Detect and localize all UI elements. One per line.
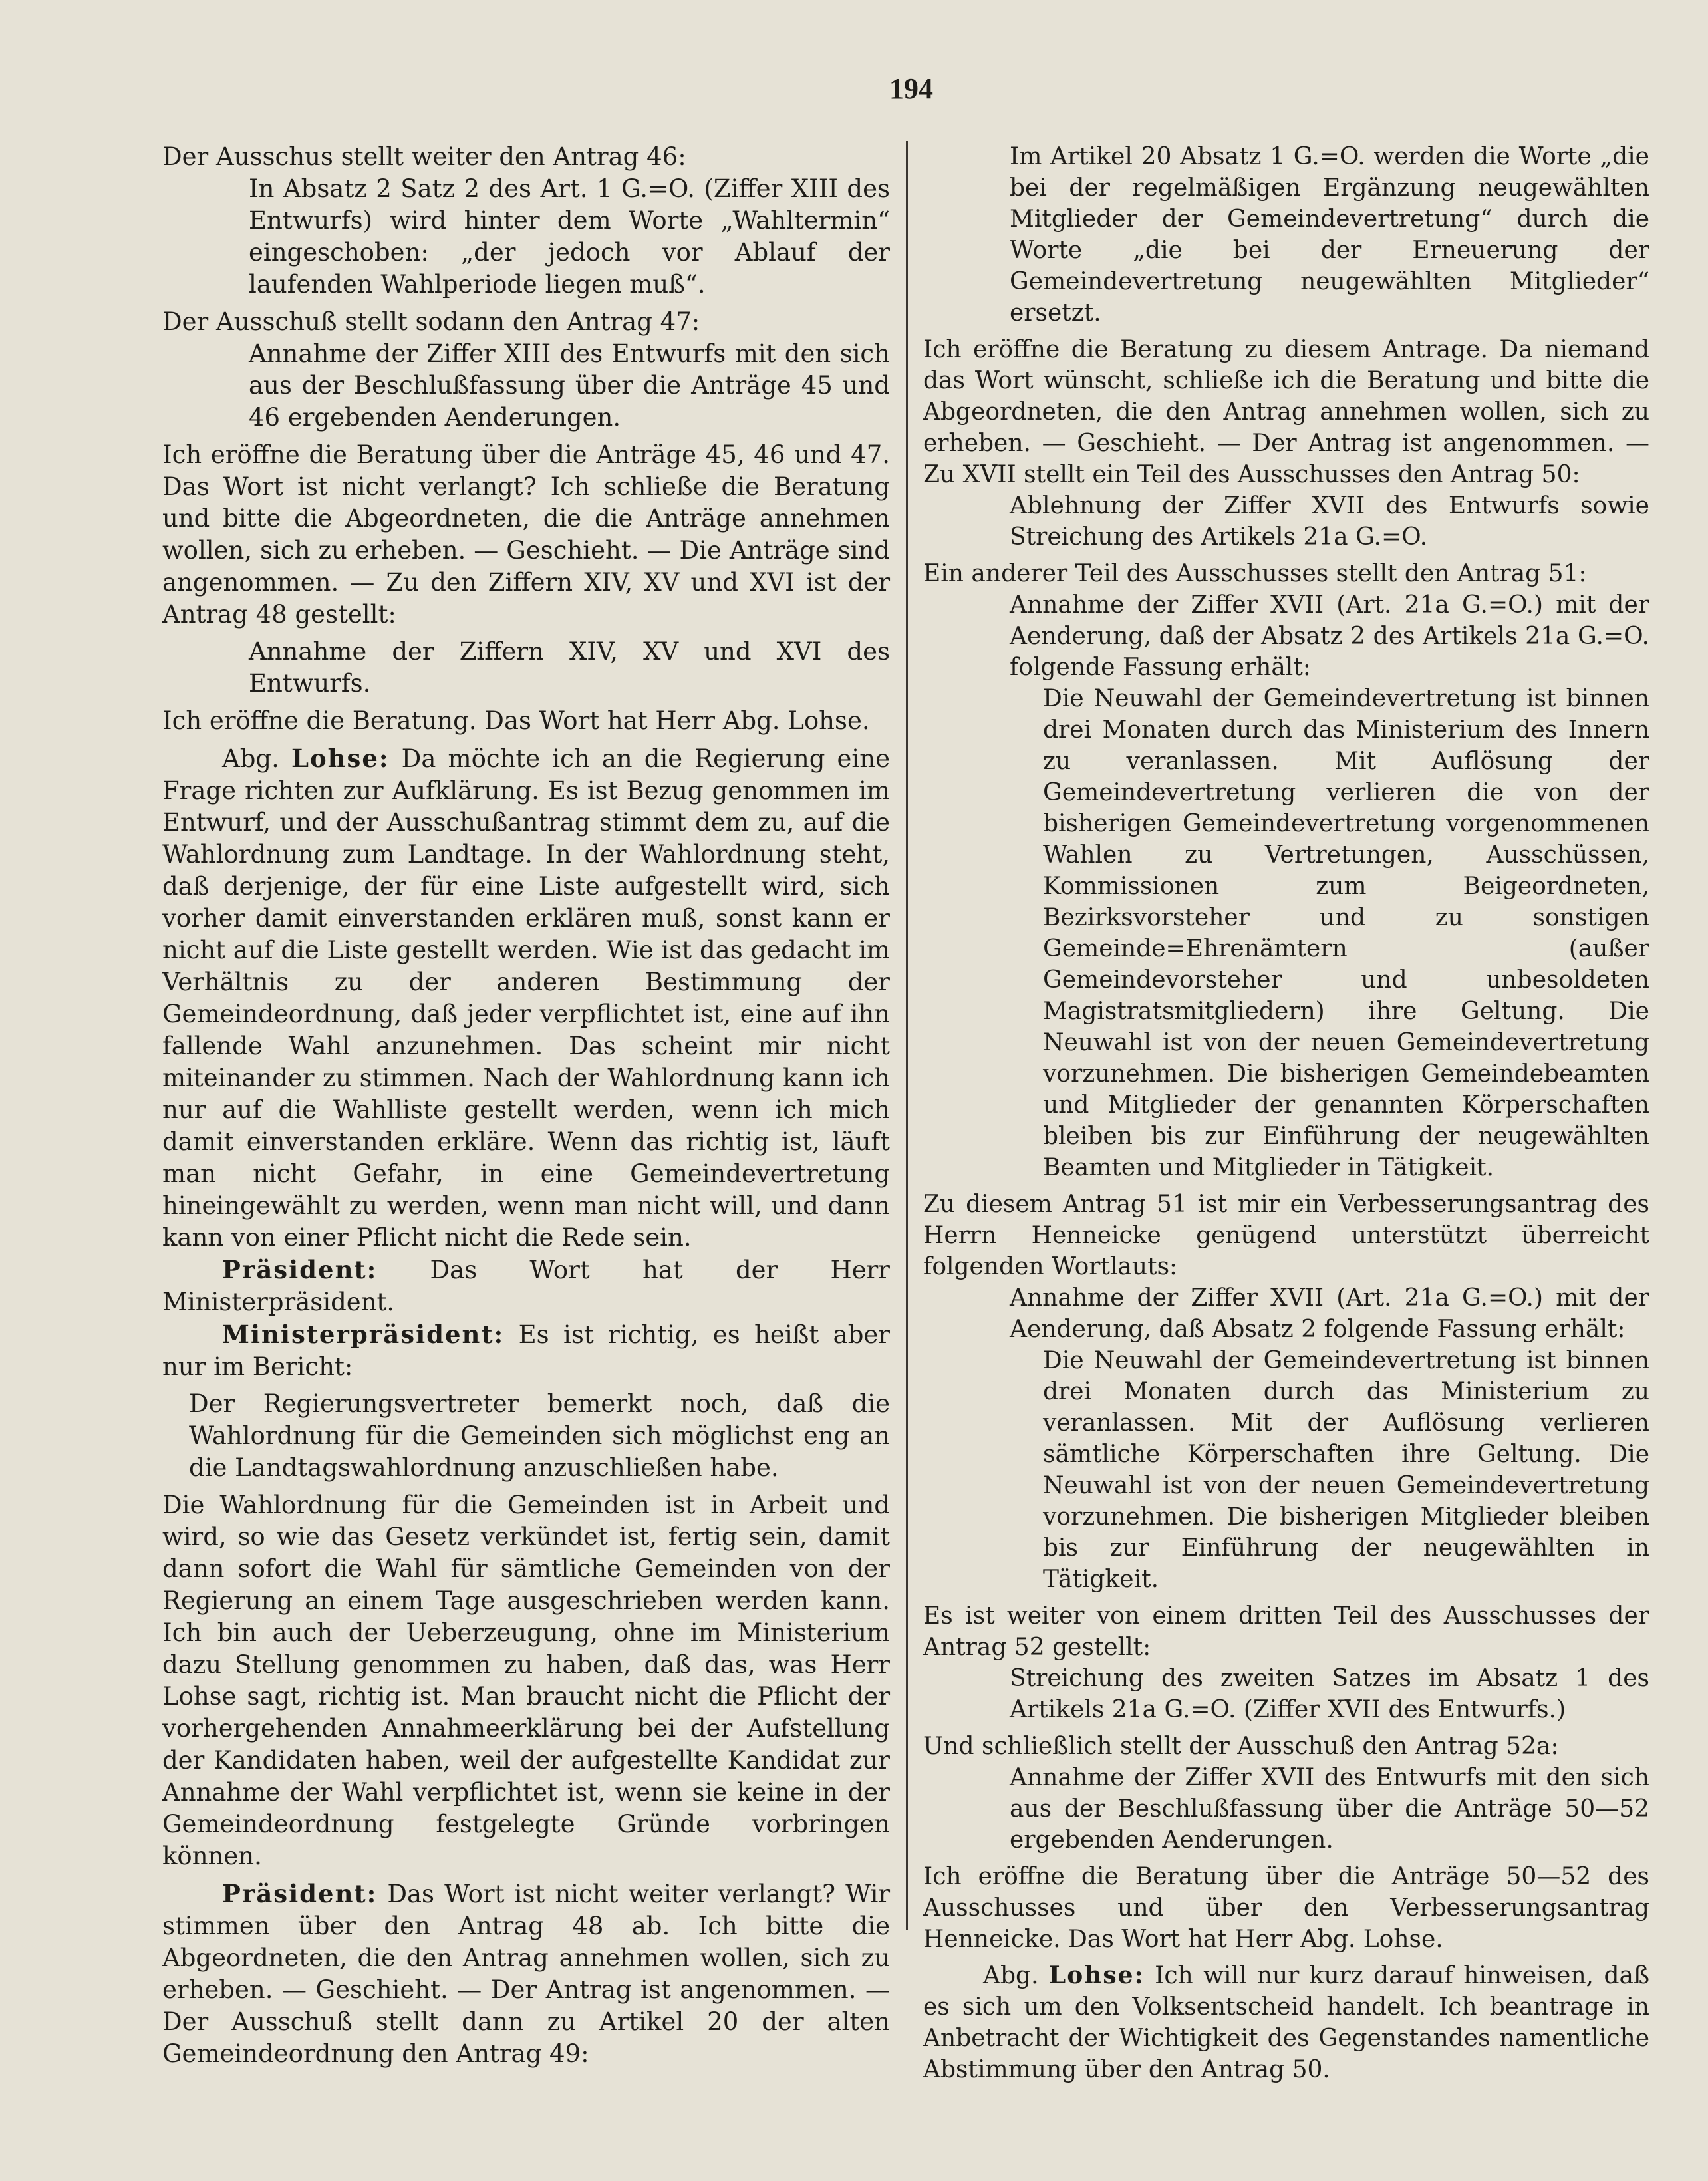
motion-text: Annahme der Ziffer XVII (Art. 21a G.=O.) mit der Aenderung, daß Absatz 2 folgende Fassung erhält: [1010, 1284, 1649, 1343]
speaker-prefix: Abg. [983, 1962, 1049, 1989]
quoted-report: Der Regierungsvertreter bemerkt noch, daß die Wahlordnung für die Gemeinden sich möglichst eng an die Landtagswahlordnung anzuschließen habe. [189, 1389, 890, 1482]
motion-text: Annahme der Ziffern XIV, XV und XVI des Entwurfs. [249, 637, 890, 698]
paragraph: Ich eröffne die Beratung über die Anträge 50—52 des Ausschusses und über den Verbesserungsantrag Henneicke. Das Wort hat Herr Abg. Lohse. [923, 1863, 1649, 1953]
speech-text: Es ist richtig, es heißt aber nur im Bericht: [162, 1320, 890, 1381]
speech-paragraph [162, 1318, 890, 1383]
motion-text: Streichung des zweiten Satzes im Absatz 1 des Artikels 21a G.=O. (Ziffer XVII des Entwurfs.) [1010, 1665, 1649, 1723]
paragraph: Und schließlich stellt der Ausschuß den Antrag 52a: [923, 1733, 1559, 1760]
speaker-name: Lohse: [1048, 1962, 1145, 1989]
paragraph: Ein anderer Teil des Ausschusses stellt den Antrag 51: [923, 560, 1587, 587]
paragraph: Der Ausschus stellt weiter den Antrag 46: [162, 142, 686, 171]
speech-paragraph [923, 1960, 1649, 2085]
paragraph: Ich eröffne die Beratung. Das Wort hat Herr Abg. Lohse. [162, 706, 870, 735]
speaker-name: Ministerpräsident: [222, 1320, 505, 1349]
speech-paragraph [162, 742, 890, 1254]
left-column [162, 141, 890, 2070]
speaker-prefix: Abg. [222, 744, 291, 773]
paragraph: Ich eröffne die Beratung zu diesem Antrage. Da niemand das Wort wünscht, schließe ich die Beratung und bitte die Abgeordneten, die den Antrag annehmen wollen, sich zu erheben. — Geschieht. — Der Antrag ist angenommen. — Zu XVII stellt ein Teil des Ausschusses den Antrag 50: [923, 336, 1649, 488]
paragraph: Zu diesem Antrag 51 ist mir ein Verbesserungsantrag des Herrn Henneicke genügend unterstützt überreicht folgenden Wortlauts: [923, 1191, 1649, 1280]
motion-text: In Absatz 2 Satz 2 des Art. 1 G.=O. (Ziffer XIII des Entwurfs) wird hinter dem Worte „Wahltermin“ eingeschoben: „der jedoch vor Ablauf der laufenden Wahlperiode liegen muß“. [249, 174, 890, 299]
motion-text: Annahme der Ziffer XIII des Entwurfs mit den sich aus der Beschlußfassung über die Anträge 45 und 46 ergebenden Aenderungen. [249, 339, 890, 432]
motion-text: Im Artikel 20 Absatz 1 G.=O. werden die Worte „die bei der regelmäßigen Ergänzung neugewählten Mitglieder der Gemeindevertretung“ durch die Worte „die bei der Erneuerung der Gemeindevertretung neugewählten Mitglieder“ ersetzt. [1010, 143, 1649, 327]
motion-text: Annahme der Ziffer XVII des Entwurfs mit den sich aus der Beschlußfassung über die Anträge 50—52 ergebenden Aenderungen. [1010, 1764, 1649, 1854]
paragraph: Der Ausschuß stellt sodann den Antrag 47: [162, 307, 700, 336]
speech-text: Ich will nur kurz darauf hinweisen, daß es sich um den Volksentscheid handelt. Ich beantrage in Anbetracht der Wichtigkeit des Gegenstandes namentliche Abstimmung über den Antrag 50. [923, 1962, 1650, 2083]
speech-paragraph [162, 1878, 890, 2070]
speaker-name: Präsident: [222, 1255, 378, 1284]
right-column [923, 141, 1649, 2085]
speech-paragraph [162, 1254, 890, 1318]
speaker-name: Lohse: [291, 744, 390, 773]
page-number: 194 [889, 73, 933, 105]
speech-text: Das Wort hat der Herr Ministerpräsident. [162, 1256, 890, 1316]
paragraph: Es ist weiter von einem dritten Teil des Ausschusses der Antrag 52 gestellt: [923, 1602, 1649, 1661]
motion-text: Ablehnung der Ziffer XVII des Entwurfs sowie Streichung des Artikels 21a G.=O. [1010, 492, 1649, 551]
motion-subtext: Die Neuwahl der Gemeindevertretung ist binnen drei Monaten durch das Ministerium zu veranlassen. Mit der Auflösung verlieren sämtliche Körperschaften ihre Geltung. Die Neuwahl ist von der neuen Gemeindevertretung vorzunehmen. Die bisherigen Mitglieder bleiben bis zur Einführung der neugewählten in Tätigkeit. [1043, 1347, 1649, 1593]
speech-text: Da möchte ich an die Regierung eine Frage richten zur Aufklärung. Es ist Bezug genommen im Entwurf, und der Ausschußantrag stimmt dem zu, auf die Wahlordnung zum Landtage. In der Wahlordnung steht, daß derjenige, der für eine Liste aufgestellt wird, sich vorher damit einverstanden erklären muß, sonst kann er nicht auf die Liste gestellt werden. Wie ist das gedacht im Verhältnis zu der anderen Bestimmung der Gemeindeordnung, daß jeder verpflichtet ist, eine auf ihn fallende Wahl anzunehmen. Das scheint mir nicht miteinander zu stimmen. Nach der Wahlordnung kann ich nur auf die Wahlliste gestellt werden, wenn ich mich damit einverstanden erkläre. Wenn das richtig ist, läuft man nicht Gefahr, in eine Gemeindevertretung hineingewählt zu werden, wenn man nicht will, und dann kann von einer Pflicht nicht die Rede sein. [162, 744, 890, 1252]
motion-text: Annahme der Ziffer XVII (Art. 21a G.=O.) mit der Aenderung, daß der Absatz 2 des Artikels 21a G.=O. folgende Fassung erhält: [1010, 591, 1649, 681]
paragraph: Die Wahlordnung für die Gemeinden ist in Arbeit und wird, so wie das Gesetz verkündet ist, fertig sein, damit dann sofort die Wahl für sämtliche Gemeinden von der Regierung an einem Tage ausgeschrieben werden kann. Ich bin auch der Ueberzeugung, ohne im Ministerium dazu Stellung genommen zu haben, daß das, was Herr Lohse sagt, richtig ist. Man braucht nicht die Pflicht der vorhergehenden Annahmeerklärung bei der Aufstellung der Kandidaten haben, weil der aufgestellte Kandidat zur Annahme der Wahl verpflichtet ist, wenn sie keine in der Gemeindeordnung festgelegte Gründe vorbringen können. [162, 1491, 890, 1870]
speech-text: Das Wort ist nicht weiter verlangt? Wir stimmen über den Antrag 48 ab. Ich bitte die Abgeordneten, die den Antrag annehmen wollen, sich zu erheben. — Geschieht. — Der Antrag ist angenommen. — Der Ausschuß stellt dann zu Artikel 20 der alten Gemeindeordnung den Antrag 49: [162, 1880, 890, 2068]
column-divider [906, 141, 908, 1930]
speaker-name: Präsident: [222, 1879, 378, 1908]
motion-subtext: Die Neuwahl der Gemeindevertretung ist binnen drei Monaten durch das Ministerium des Innern zu veranlassen. Mit Auflösung der Gemeindevertretung verlieren die von der bisherigen Gemeindevertretung vorgenommenen Wahlen zu Vertretungen, Ausschüssen, Kommissionen zum Beigeordneten, Bezirksvorsteher und zu sonstigen Gemeinde=Ehrenämtern (außer Gemeindevorsteher und unbesoldeten Magistratsmitgliedern) ihre Geltung. Die Neuwahl ist von der neuen Gemeindevertretung vorzunehmen. Die bisherigen Gemeindebeamten und Mitglieder der genannten Körperschaften bleiben bis zur Einführung der neugewählten Beamten und Mitglieder in Tätigkeit. [1043, 685, 1649, 1181]
paragraph: Ich eröffne die Beratung über die Anträge 45, 46 und 47. Das Wort ist nicht verlangt? Ich schließe die Beratung und bitte die Abgeordneten, die die Anträge annehmen wollen, sich zu erheben. — Geschieht. — Die Anträge sind angenommen. — Zu den Ziffern XIV, XV und XVI ist der Antrag 48 gestellt: [162, 440, 890, 629]
